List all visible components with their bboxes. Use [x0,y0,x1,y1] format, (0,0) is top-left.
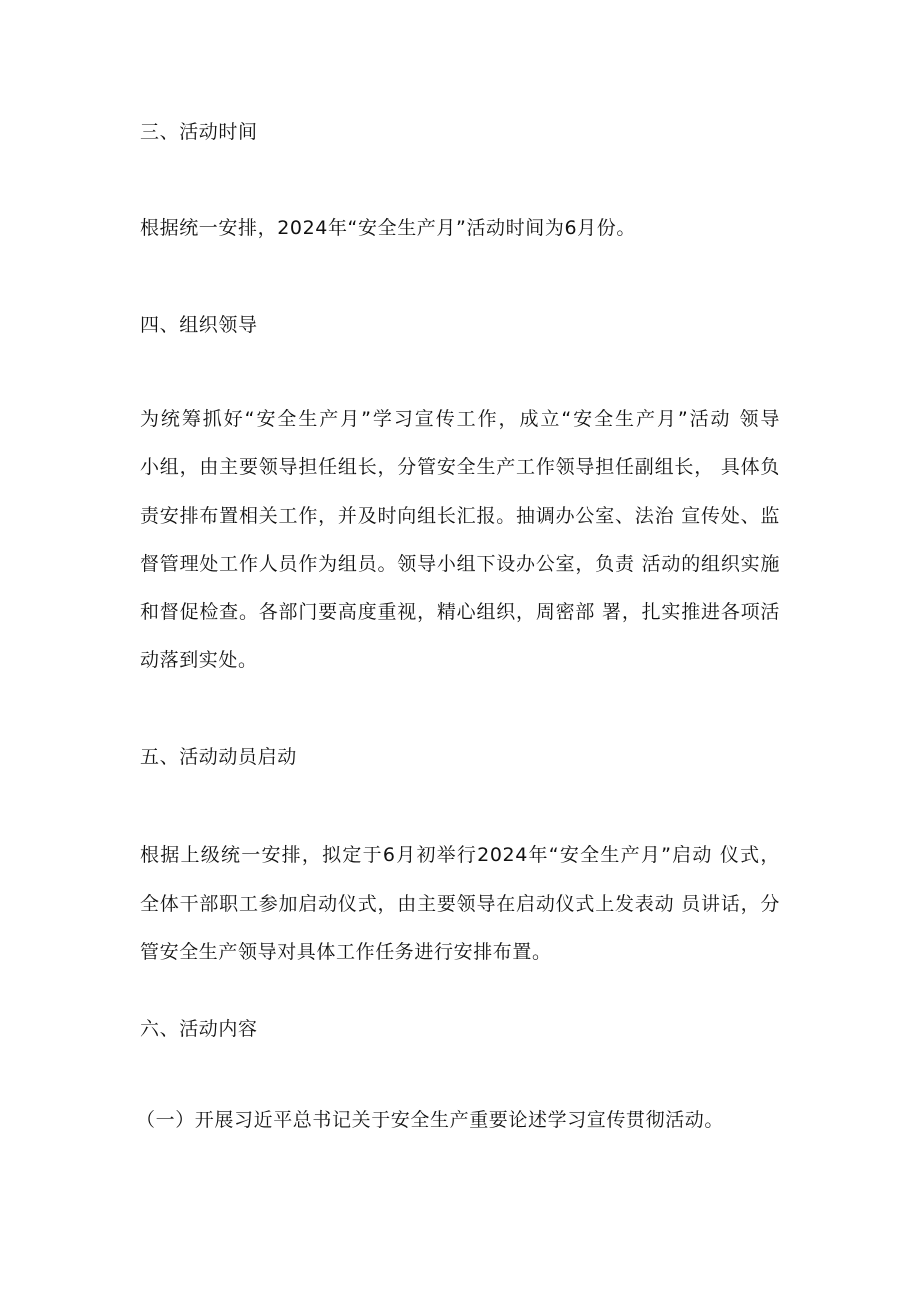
paragraph-organization-line: 小组，由主要领导担任组长，分管安全生产工作领导担任副组长， 具体负 [140,456,780,478]
paragraph-organization-line: 责安排布置相关工作，并及时向组长汇报。抽调办公室、法治 宣传处、监 [140,505,780,527]
paragraph-organization-line: 和督促检查。各部门要高度重视，精心组织，周密部 署，扎实推进各项活 [140,601,780,623]
paragraph-mobilization-line: 全体干部职工参加启动仪式，由主要领导在启动仪式上发表动 员讲话，分 [140,893,780,915]
paragraph-activity-time: 根据统一安排，2024年“安全生产月”活动时间为6月份。 [140,217,636,239]
list-item-activity-content-1: （一）开展习近平总书记关于安全生产重要论述学习宣传贯彻活动。 [136,1109,725,1131]
section-heading-organization: 四、组织领导 [140,314,258,336]
section-heading-activity-content: 六、活动内容 [140,1018,258,1040]
section-heading-activity-time: 三、活动时间 [140,121,258,143]
paragraph-organization-line: 督管理处工作人员作为组员。领导小组下设办公室，负责 活动的组织实施 [140,553,780,575]
section-heading-mobilization: 五、活动动员启动 [140,746,297,768]
paragraph-mobilization-line: 管安全生产领导对具体工作任务进行安排布置。 [140,941,552,963]
paragraph-organization-line: 为统筹抓好“安全生产月”学习宣传工作，成立“安全生产月”活动 领导 [140,408,780,430]
paragraph-organization-line: 动落到实处。 [140,649,258,671]
paragraph-mobilization-line: 根据上级统一安排，拟定于6月初举行2024年“安全生产月”启动 仪式， [140,844,780,866]
